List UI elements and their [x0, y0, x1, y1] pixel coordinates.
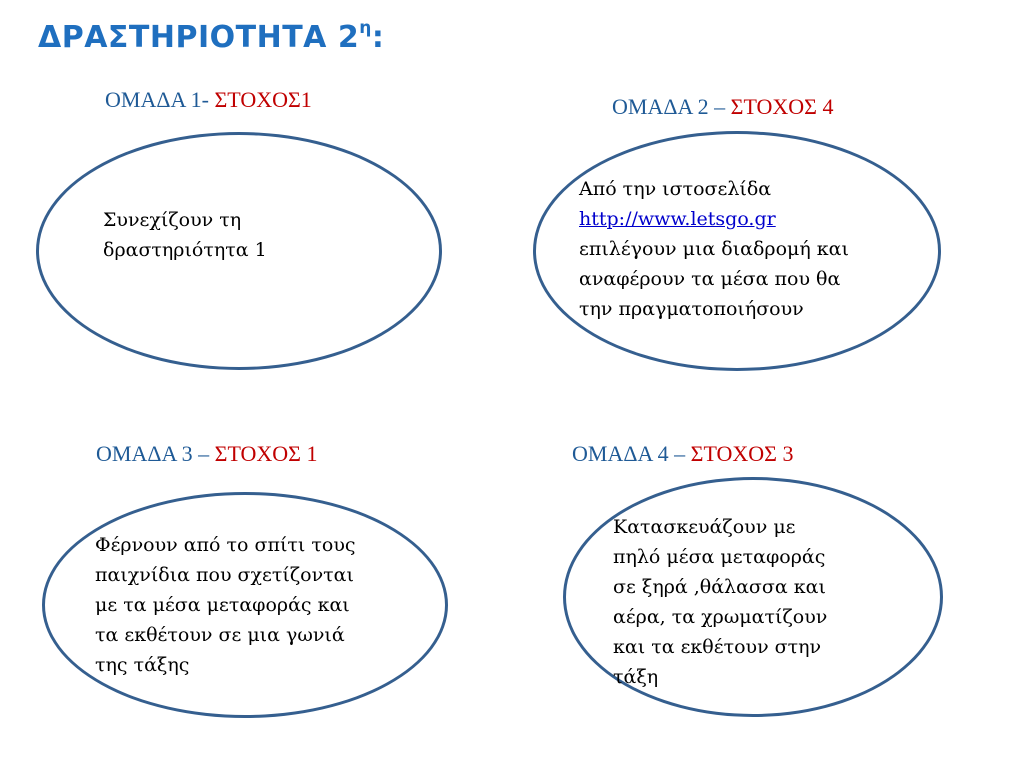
group-3-line: Φέρνουν από το σπίτι τους [95, 534, 356, 556]
group-4-line: αέρα, τα χρωματίζουν [613, 606, 828, 628]
slide-title-superscript: η [359, 18, 372, 38]
group-3-line: με τα μέσα μεταφοράς και [95, 594, 350, 616]
group-3-label [96, 441, 318, 467]
group-2-line: Από την ιστοσελίδα [579, 178, 772, 200]
group-3-line: παιχνίδια που σχετίζονται [95, 564, 354, 586]
group-2-name: ΟΜΑΔΑ 2 – [612, 94, 731, 119]
group-4-line: Κατασκευάζουν με [613, 516, 796, 538]
group-2-line: την πραγματοποιήσουν [579, 298, 804, 320]
group-3-line: της τάξης [95, 654, 190, 676]
group-4-line: σε ξηρά ,θάλασσα και [613, 576, 826, 598]
group-4-label [572, 441, 794, 467]
group-1-text [103, 205, 403, 265]
group-1-label [105, 87, 312, 113]
letsgo-link[interactable]: http://www.letsgo.gr [579, 208, 776, 230]
slide-title-suffix: : [371, 20, 385, 55]
group-2-goal: ΣΤΟΧΟΣ 4 [730, 94, 834, 119]
group-4-line: τάξη [613, 666, 659, 688]
group-3-line: τα εκθέτουν σε μια γωνιά [95, 624, 345, 646]
group-3-goal: ΣΤΟΧΟΣ 1 [214, 441, 318, 466]
group-1-line: δραστηριότητα 1 [103, 239, 267, 261]
group-1-name: ΟΜΑΔΑ 1- [105, 87, 215, 112]
group-2-line: επιλέγουν μια διαδρομή και [579, 238, 849, 260]
group-1-line: Συνεχίζουν τη [103, 209, 242, 231]
group-2-line: αναφέρουν τα μέσα που θα [579, 268, 841, 290]
group-2-label [612, 94, 834, 120]
group-4-line: και τα εκθέτουν στην [613, 636, 822, 658]
group-4-text [613, 512, 913, 692]
group-4-name: ΟΜΑΔΑ 4 – [572, 441, 691, 466]
group-4-line: πηλό μέσα μεταφοράς [613, 546, 826, 568]
slide-title-text: ΔΡΑΣΤΗΡΙΟΤΗΤΑ 2 [38, 20, 360, 55]
group-3-text [95, 530, 445, 680]
slide-title [38, 18, 384, 55]
group-3-name: ΟΜΑΔΑ 3 – [96, 441, 215, 466]
group-2-text [579, 174, 939, 324]
group-1-goal: ΣΤΟΧΟΣ1 [214, 87, 312, 112]
group-4-goal: ΣΤΟΧΟΣ 3 [690, 441, 794, 466]
